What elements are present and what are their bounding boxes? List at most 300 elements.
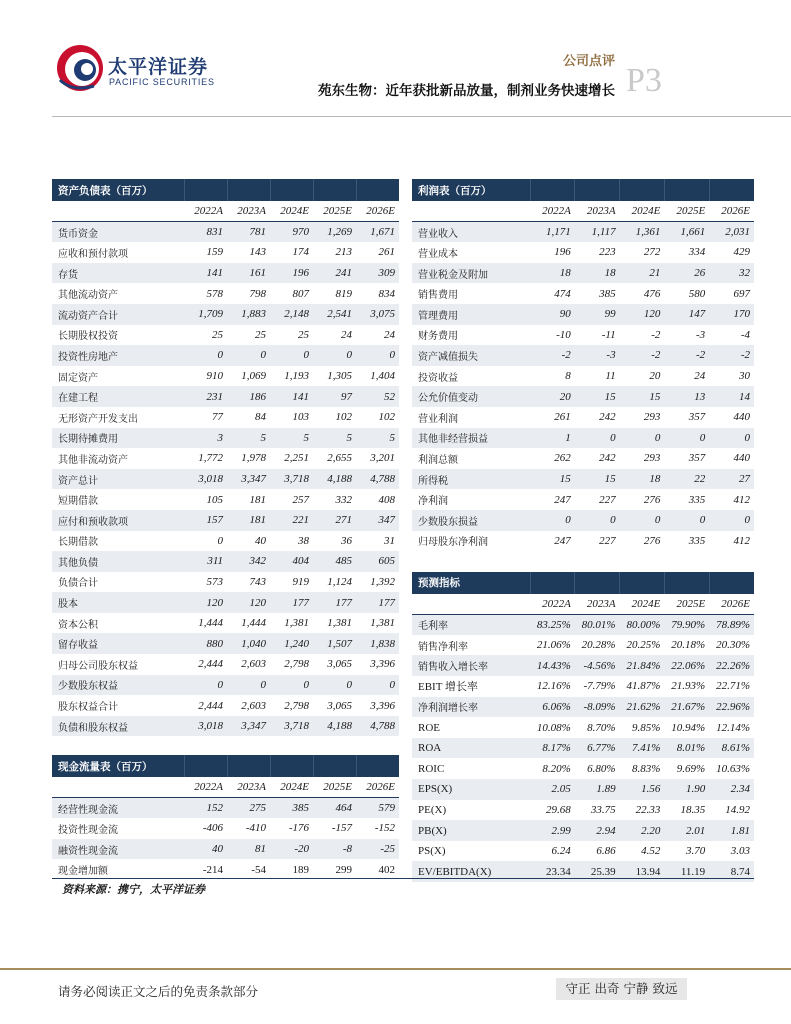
cell-value: 1.90	[664, 779, 709, 800]
cell-value: 21.62%	[620, 697, 665, 718]
cell-value: 22.06%	[664, 655, 709, 676]
row-label: 留存收益	[52, 633, 184, 654]
cell-value: 3,396	[370, 658, 395, 671]
cell-value: -7.79%	[583, 680, 616, 693]
cell-value: 1,069	[241, 370, 266, 383]
cell-value: 485	[313, 551, 356, 572]
cell-value: 807	[292, 287, 309, 300]
cell-value: 5	[313, 428, 356, 449]
cell-value: 2.05	[530, 779, 575, 800]
table-row	[52, 448, 399, 469]
cell-value: 970	[270, 222, 313, 243]
cell-value: 11	[605, 370, 616, 383]
cell-value: -2	[651, 328, 661, 341]
year-header: 2022A	[184, 777, 227, 798]
cell-value: 181	[249, 493, 266, 506]
cell-value: 227	[599, 534, 616, 547]
cell-value: 14.43%	[530, 655, 575, 676]
cell-value: 213	[335, 246, 352, 259]
cell-value: 0	[620, 428, 665, 449]
cell-value: -2	[664, 345, 709, 366]
page-number: P3	[626, 62, 662, 99]
cell-value: 181	[227, 510, 270, 531]
title-cell	[664, 572, 709, 594]
cell-value: 10.94%	[671, 721, 706, 734]
year-header: 2023A	[575, 201, 620, 222]
cell-value: 27	[709, 469, 754, 490]
row-label: 负债合计	[58, 578, 98, 590]
year-header: 2026E	[709, 201, 754, 222]
cell-value: 15	[575, 386, 620, 407]
cell-value: 2.01	[664, 820, 709, 841]
row-label: 销售收入增长率	[412, 655, 530, 676]
table-row	[412, 304, 754, 325]
cell-value: 8.74	[709, 861, 754, 882]
cell-value: 2.94	[575, 820, 620, 841]
cell-value: 5	[227, 428, 270, 449]
cell-value: 22.26%	[709, 655, 754, 676]
table-row	[412, 738, 754, 759]
cell-value: 4,188	[313, 469, 356, 490]
table-row	[412, 614, 754, 635]
cell-value: 77	[212, 411, 223, 424]
table-row	[52, 325, 399, 346]
cell-value: 271	[313, 510, 356, 531]
row-label: ROE	[418, 721, 440, 734]
cell-value: 9.69%	[676, 762, 706, 775]
cell-value: 33.75	[590, 803, 616, 816]
table-row	[52, 304, 399, 325]
table-row	[412, 448, 754, 469]
cell-value: 2,031	[709, 222, 754, 243]
cell-value: 0	[270, 675, 313, 696]
cell-value: 3,201	[370, 452, 395, 465]
cell-value: 385	[599, 287, 616, 300]
cell-value: 141	[184, 263, 227, 284]
cell-value: 21	[620, 263, 665, 284]
cell-value: 1	[530, 428, 575, 449]
title-cell	[227, 179, 270, 201]
cell-value: 0	[313, 345, 356, 366]
cell-value: 261	[554, 411, 571, 424]
cell-value: 78.89%	[709, 614, 754, 635]
cell-value: 177	[270, 592, 313, 613]
cell-value: 25	[255, 328, 266, 341]
cell-value: 22	[664, 469, 709, 490]
cell-value: 347	[356, 510, 399, 531]
cell-value: 1,661	[664, 222, 709, 243]
table-row	[52, 839, 399, 860]
title-cell	[575, 179, 620, 201]
table-row	[52, 222, 399, 243]
cell-value: 242	[599, 411, 616, 424]
cell-value: 21.93%	[671, 680, 706, 693]
year-header: 2024E	[620, 201, 665, 222]
cell-value: -20	[270, 839, 313, 860]
cell-value: 342	[227, 551, 270, 572]
cell-value: 41.87%	[626, 680, 661, 693]
cell-value: 2.99	[530, 820, 575, 841]
cell-value: 2,798	[284, 658, 309, 671]
year-header-label	[412, 201, 530, 222]
table-title: 利润表（百万）	[412, 179, 530, 201]
cell-value: 3	[184, 428, 227, 449]
year-header: 2024E	[270, 201, 313, 222]
cell-value: -176	[288, 822, 309, 835]
cell-value: 578	[206, 287, 223, 300]
cell-value: 1,838	[356, 633, 399, 654]
cell-value: -2	[620, 345, 665, 366]
row-label: 在建工程	[52, 386, 184, 407]
row-label: 少数股东权益	[52, 675, 184, 696]
row-label: 净利润增长率	[412, 697, 530, 718]
row-label: 销售费用	[418, 290, 458, 302]
cell-value: 0	[356, 675, 399, 696]
cell-value: 257	[292, 493, 309, 506]
table-row	[412, 779, 754, 800]
cell-value: -406	[202, 822, 223, 835]
cell-value: 0	[709, 428, 754, 449]
table-row	[412, 800, 754, 821]
cell-value: 293	[643, 411, 661, 424]
cell-value: 3,347	[227, 469, 270, 490]
cell-value: 0	[575, 510, 620, 531]
cell-value: 0	[184, 675, 227, 696]
row-label: 投资性现金流	[58, 824, 118, 836]
cell-value: 579	[356, 798, 399, 819]
row-label: 其他非经营损益	[412, 428, 530, 449]
cell-value: 0	[575, 428, 620, 449]
cell-value: 0	[664, 428, 709, 449]
table-row	[412, 428, 754, 449]
year-header: 2025E	[313, 201, 356, 222]
cell-value: 408	[378, 493, 395, 506]
cell-value: 0	[270, 345, 313, 366]
cell-value: 4,188	[313, 716, 356, 737]
spacer-row	[412, 551, 754, 572]
cell-value: 262	[554, 452, 571, 465]
title-cell	[709, 179, 754, 201]
year-header: 2024E	[620, 594, 665, 615]
row-label: 经营性现金流	[52, 798, 184, 819]
cell-value: 1,381	[327, 617, 352, 630]
table-row	[52, 551, 399, 572]
table-row	[412, 635, 754, 656]
cell-value: 196	[554, 246, 571, 259]
cell-value: 20.18%	[671, 639, 706, 652]
cell-value: 22.33	[635, 803, 661, 816]
cell-value: 2,603	[241, 699, 266, 712]
row-label: 投资收益	[418, 372, 458, 384]
cell-value: 1,305	[327, 370, 352, 383]
cell-value: 1,117	[575, 222, 620, 243]
row-label: 应收和预付款项	[58, 248, 128, 260]
cell-value: 4,788	[356, 469, 399, 490]
cell-value: 9.85%	[631, 721, 661, 734]
row-label: EPS(X)	[412, 779, 530, 800]
row-label: 其他非流动资产	[58, 454, 128, 466]
cell-value: 6.80%	[587, 762, 616, 775]
cell-value: 573	[206, 575, 223, 588]
cell-value: 18	[575, 263, 620, 284]
cell-value: 819	[335, 287, 352, 300]
cell-value: -152	[374, 822, 395, 835]
cell-value: 36	[341, 534, 352, 547]
cell-value: 385	[270, 798, 313, 819]
cell-value: 910	[206, 370, 223, 383]
year-header: 2025E	[664, 201, 709, 222]
row-label: 毛利率	[412, 614, 530, 635]
table-row	[52, 283, 399, 304]
cell-value: 8.61%	[709, 738, 754, 759]
table-title-row	[412, 179, 754, 201]
cell-value: 3,018	[184, 716, 227, 737]
cell-value: -3	[696, 328, 706, 341]
cell-value: 1,381	[370, 617, 395, 630]
table-row	[52, 263, 399, 284]
cell-value: 157	[184, 510, 227, 531]
cell-value: 299	[335, 863, 352, 876]
title-cell	[227, 755, 270, 777]
cell-value: 12.14%	[716, 721, 750, 734]
title-cell	[184, 179, 227, 201]
row-label: 少数股东损益	[412, 510, 530, 531]
income-statement-table	[412, 179, 754, 882]
row-label: 负债和股东权益	[52, 716, 184, 737]
cell-value: 404	[270, 551, 313, 572]
cell-value: 20	[530, 386, 575, 407]
row-label: 股东权益合计	[58, 702, 118, 714]
table-row	[52, 428, 399, 449]
spacer-cell	[664, 551, 709, 572]
cell-value: 6.24	[551, 845, 571, 858]
row-label: 财务费用	[418, 331, 458, 343]
table-row	[52, 469, 399, 490]
cell-value: 697	[733, 287, 750, 300]
cell-value: 293	[643, 452, 661, 465]
table-row	[412, 325, 754, 346]
cell-value: 12.16%	[536, 680, 571, 693]
cell-value: 81	[227, 839, 270, 860]
cell-value: 919	[292, 575, 309, 588]
row-label: 利润总额	[418, 454, 458, 466]
cell-value: 3.03	[730, 845, 750, 858]
cell-value: 1,507	[313, 633, 356, 654]
row-label: 其他负债	[52, 551, 184, 572]
cell-value: 2,148	[270, 304, 313, 325]
pacific-logo-icon	[52, 40, 108, 96]
cell-value: 2,444	[198, 699, 223, 712]
cell-value: 275	[227, 798, 270, 819]
cell-value: 412	[733, 534, 750, 547]
cell-value: 231	[184, 386, 227, 407]
cell-value: 429	[733, 246, 750, 259]
cell-value: 10.63%	[716, 762, 750, 775]
cell-value: 798	[249, 287, 266, 300]
table-title: 预测指标	[412, 572, 530, 594]
cell-value: 1,709	[184, 304, 227, 325]
cell-value: 605	[356, 551, 399, 572]
row-label: 管理费用	[412, 304, 530, 325]
title-cell	[530, 572, 575, 594]
table-row	[412, 531, 754, 552]
cell-value: 3,075	[356, 304, 399, 325]
cell-value: 25	[298, 328, 309, 341]
cell-value: 40	[255, 534, 266, 547]
cell-value: 276	[643, 534, 661, 547]
cell-value: 29.68	[546, 803, 571, 816]
year-header-row	[52, 777, 399, 798]
cell-value: 334	[688, 246, 706, 259]
cell-value: 0	[356, 345, 399, 366]
cell-value: 831	[184, 222, 227, 243]
table-row	[52, 859, 399, 880]
table-row	[52, 695, 399, 716]
title-cell	[184, 755, 227, 777]
row-label: 营业税金及附加	[412, 263, 530, 284]
table-row	[412, 386, 754, 407]
table-row	[412, 263, 754, 284]
cell-value: 1,193	[284, 370, 309, 383]
table-row	[412, 407, 754, 428]
table-row	[52, 531, 399, 552]
cell-value: 15	[620, 386, 665, 407]
cell-value: 1,883	[227, 304, 270, 325]
cell-value: 1,671	[356, 222, 399, 243]
cell-value: 0	[217, 534, 223, 547]
table-row	[52, 716, 399, 737]
table-row	[52, 366, 399, 387]
cell-value: 2,798	[284, 699, 309, 712]
row-label: 融资性现金流	[52, 839, 184, 860]
row-label: PE(X)	[418, 803, 447, 816]
cell-value: 261	[378, 246, 395, 259]
year-header-label	[52, 777, 184, 798]
cell-value: 8.01%	[664, 738, 709, 759]
table-row	[52, 489, 399, 510]
cell-value: 412	[733, 493, 750, 506]
spacer-cell	[620, 551, 665, 572]
row-label: ROIC	[418, 762, 445, 775]
cell-value: 196	[270, 263, 313, 284]
table-title-row	[52, 755, 399, 777]
cell-value: 1,381	[284, 617, 309, 630]
cell-value: 189	[292, 863, 309, 876]
cell-value: -157	[331, 822, 352, 835]
cell-value: 90	[530, 304, 575, 325]
title-cell	[620, 572, 665, 594]
row-label: 所得税	[412, 469, 530, 490]
cell-value: 1,392	[370, 575, 395, 588]
cell-value: 159	[206, 246, 223, 259]
table-row	[412, 242, 754, 263]
cell-value: 18.35	[680, 803, 706, 816]
cell-value: 1,404	[370, 370, 395, 383]
spacer-cell	[709, 551, 754, 572]
year-header: 2025E	[664, 594, 709, 615]
spacer-cell	[530, 551, 575, 572]
cell-value: 40	[184, 839, 227, 860]
cell-value: 20	[649, 370, 661, 383]
cell-value: 31	[384, 534, 395, 547]
year-header-label	[52, 201, 184, 222]
cell-value: 1,978	[241, 452, 266, 465]
cell-value: 84	[255, 411, 266, 424]
cell-value: 221	[270, 510, 313, 531]
cell-value: -2	[530, 345, 575, 366]
cell-value: 0	[709, 510, 754, 531]
table-title: 资产负债表（百万）	[52, 179, 184, 201]
cell-value: 0	[184, 345, 227, 366]
row-label: EV/EBITDA(X)	[412, 861, 530, 882]
cell-value: 1.81	[709, 820, 754, 841]
header-divider	[52, 116, 791, 117]
row-label: 长期借款	[58, 537, 98, 549]
title-cell	[313, 755, 356, 777]
cell-value: 2.34	[709, 779, 754, 800]
cell-value: 105	[206, 493, 223, 506]
cell-value: 1.89	[575, 779, 620, 800]
cell-value: 880	[184, 633, 227, 654]
company-motto: 守正 出奇 宁静 致远	[556, 978, 687, 1000]
page-title: 苑东生物：近年获批新品放量，制剂业务快速增长	[318, 83, 615, 99]
cell-value: 4.52	[641, 845, 661, 858]
cell-value: -25	[356, 839, 399, 860]
cell-value: -410	[245, 822, 266, 835]
table-row	[52, 407, 399, 428]
table-row	[412, 841, 754, 862]
balance-sheet-table	[52, 179, 399, 736]
table-row	[412, 510, 754, 531]
cell-value: 440	[733, 411, 750, 424]
year-header: 2023A	[227, 201, 270, 222]
cell-value: 120	[184, 592, 227, 613]
year-header: 2023A	[575, 594, 620, 615]
title-cell	[575, 572, 620, 594]
cell-value: 80.00%	[620, 614, 665, 635]
cell-value: 32	[709, 263, 754, 284]
table-row	[412, 676, 754, 697]
cell-value: 21.84%	[620, 655, 665, 676]
table-row	[412, 820, 754, 841]
title-cell	[530, 179, 575, 201]
cell-value: 474	[554, 287, 571, 300]
cell-value: 0	[227, 345, 270, 366]
cell-value: 227	[599, 493, 616, 506]
cell-value: 99	[575, 304, 620, 325]
cell-value: 8.17%	[530, 738, 575, 759]
cell-value: 97	[313, 386, 356, 407]
table-row	[412, 366, 754, 387]
table-row	[52, 345, 399, 366]
cell-value: 834	[378, 287, 395, 300]
table-title-row	[412, 572, 754, 594]
cell-value: 26	[664, 263, 709, 284]
cash-flow-table	[52, 755, 399, 880]
cell-value: 580	[688, 287, 706, 300]
cell-value: 357	[688, 411, 706, 424]
row-label: 其他流动资产	[58, 290, 118, 302]
table-row	[412, 697, 754, 718]
cell-value: 177	[313, 592, 356, 613]
row-label: PB(X)	[412, 820, 530, 841]
row-label: 资产总计	[52, 469, 184, 490]
table-row	[52, 592, 399, 613]
cell-value: 161	[227, 263, 270, 284]
cell-value: 23.34	[530, 861, 575, 882]
table-row	[52, 798, 399, 819]
disclaimer-link: 请务必阅读正文之后的免责条款部分	[58, 984, 259, 999]
